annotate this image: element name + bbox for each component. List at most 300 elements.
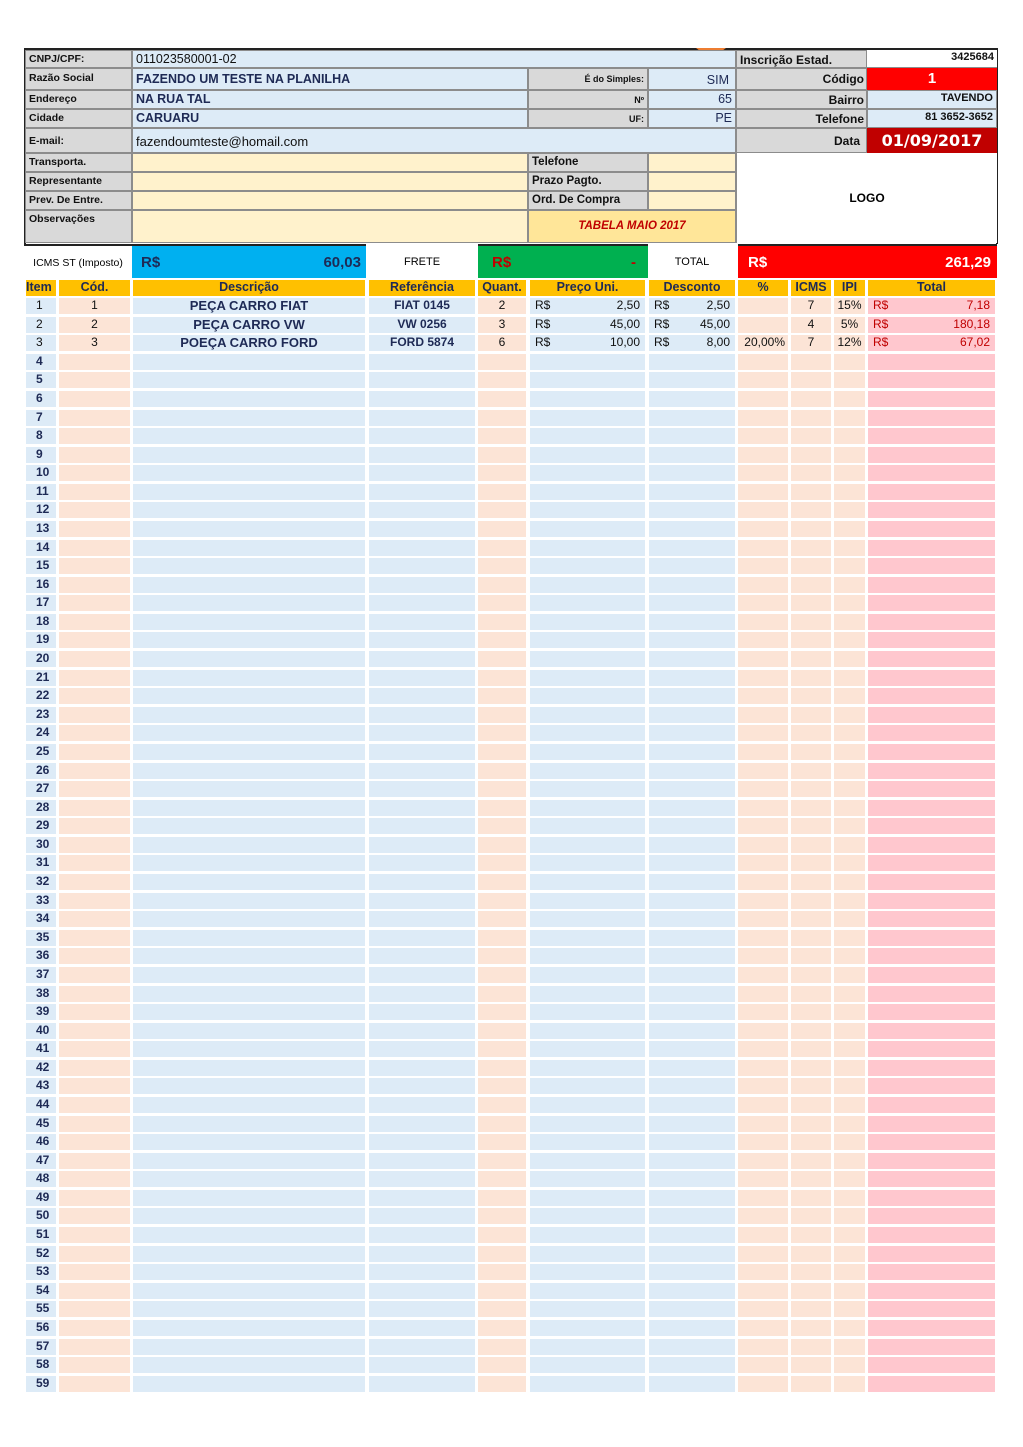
table-cell-descricao-col[interactable] xyxy=(133,1004,365,1020)
table-cell-preco-col[interactable] xyxy=(530,1078,645,1094)
column-header-referencia-col[interactable]: Referência xyxy=(369,280,475,296)
table-cell-quant-col[interactable] xyxy=(478,1376,526,1392)
table-cell-ipi-col[interactable] xyxy=(834,911,865,927)
table-cell-quant-col[interactable] xyxy=(478,298,526,314)
table-cell-ipi-col[interactable] xyxy=(834,1097,865,1113)
table-cell-ipi-col[interactable] xyxy=(834,1320,865,1336)
table-cell-descricao-col[interactable] xyxy=(133,948,365,964)
table-cell-quant-col[interactable] xyxy=(478,595,526,611)
table-cell-desconto-col[interactable] xyxy=(649,632,735,648)
table-cell-descricao-col[interactable] xyxy=(133,595,365,611)
table-cell-cod-col[interactable] xyxy=(59,874,130,890)
table-cell-descricao-col[interactable] xyxy=(133,986,365,1002)
table-cell-desconto-col[interactable] xyxy=(649,317,735,333)
table-cell-cod-col[interactable] xyxy=(59,651,130,667)
table-cell-cod-col[interactable] xyxy=(59,1320,130,1336)
table-cell-total-col[interactable] xyxy=(868,818,995,834)
table-cell-cod-col[interactable] xyxy=(59,502,130,518)
table-cell-quant-col[interactable] xyxy=(478,465,526,481)
table-cell-total-col[interactable] xyxy=(868,1301,995,1317)
table-cell-ipi-col[interactable] xyxy=(834,428,865,444)
table-cell-desconto-col[interactable] xyxy=(649,1134,735,1150)
table-cell-quant-col[interactable] xyxy=(478,670,526,686)
table-cell-cod-col[interactable] xyxy=(59,818,130,834)
table-cell-cod-col[interactable] xyxy=(59,1357,130,1373)
table-cell-preco-col[interactable] xyxy=(530,317,645,333)
table-cell-pct-col[interactable] xyxy=(738,818,788,834)
table-cell-ipi-col[interactable] xyxy=(834,335,865,351)
table-cell-desconto-col[interactable] xyxy=(649,1023,735,1039)
table-cell-descricao-col[interactable] xyxy=(133,744,365,760)
table-cell-quant-col[interactable] xyxy=(478,1134,526,1150)
table-cell-desconto-col[interactable] xyxy=(649,1004,735,1020)
table-cell-referencia-col[interactable] xyxy=(369,911,475,927)
table-cell-total-col[interactable] xyxy=(868,1153,995,1169)
table-cell-referencia-col[interactable] xyxy=(369,391,475,407)
table-cell-cod-col[interactable] xyxy=(59,354,130,370)
table-cell-icms-col[interactable] xyxy=(791,484,831,500)
table-cell-ipi-col[interactable] xyxy=(834,800,865,816)
table-cell-quant-col[interactable] xyxy=(478,614,526,630)
table-cell-quant-col[interactable] xyxy=(478,354,526,370)
table-cell-referencia-col[interactable] xyxy=(369,1208,475,1224)
table-cell-preco-col[interactable] xyxy=(530,502,645,518)
table-cell-pct-col[interactable] xyxy=(738,1376,788,1392)
table-cell-ipi-col[interactable] xyxy=(834,855,865,871)
table-cell-pct-col[interactable] xyxy=(738,317,788,333)
table-cell-icms-col[interactable] xyxy=(791,893,831,909)
table-cell-preco-col[interactable] xyxy=(530,818,645,834)
table-cell-preco-col[interactable] xyxy=(530,447,645,463)
table-cell-referencia-col[interactable] xyxy=(369,540,475,556)
table-cell-total-col[interactable] xyxy=(868,1246,995,1262)
table-cell-total-col[interactable] xyxy=(868,837,995,853)
table-cell-desconto-col[interactable] xyxy=(649,577,735,593)
table-cell-pct-col[interactable] xyxy=(738,558,788,574)
table-cell-pct-col[interactable] xyxy=(738,614,788,630)
table-cell-cod-col[interactable] xyxy=(59,317,130,333)
email-field[interactable]: fazendoumteste@homail.com xyxy=(132,128,736,153)
table-cell-ipi-col[interactable] xyxy=(834,763,865,779)
table-cell-referencia-col[interactable] xyxy=(369,1171,475,1187)
table-cell-total-col[interactable] xyxy=(868,800,995,816)
table-cell-pct-col[interactable] xyxy=(738,670,788,686)
data-field[interactable]: 01/09/2017 xyxy=(867,128,997,153)
table-cell-quant-col[interactable] xyxy=(478,986,526,1002)
table-cell-pct-col[interactable] xyxy=(738,410,788,426)
table-cell-desconto-col[interactable] xyxy=(649,837,735,853)
table-cell-preco-col[interactable] xyxy=(530,725,645,741)
table-cell-descricao-col[interactable] xyxy=(133,540,365,556)
table-cell-total-col[interactable] xyxy=(868,967,995,983)
table-cell-quant-col[interactable] xyxy=(478,540,526,556)
column-header-item-col[interactable]: Item xyxy=(26,280,56,296)
table-cell-cod-col[interactable] xyxy=(59,1041,130,1057)
table-cell-icms-col[interactable] xyxy=(791,670,831,686)
table-cell-pct-col[interactable] xyxy=(738,1320,788,1336)
table-cell-pct-col[interactable] xyxy=(738,1171,788,1187)
table-cell-preco-col[interactable] xyxy=(530,354,645,370)
table-cell-referencia-col[interactable] xyxy=(369,1153,475,1169)
table-cell-icms-col[interactable] xyxy=(791,763,831,779)
table-cell-desconto-col[interactable] xyxy=(649,1264,735,1280)
transporta-field[interactable] xyxy=(132,153,528,172)
table-cell-quant-col[interactable] xyxy=(478,967,526,983)
table-cell-descricao-col[interactable] xyxy=(133,837,365,853)
table-cell-descricao-col[interactable] xyxy=(133,1320,365,1336)
table-cell-cod-col[interactable] xyxy=(59,837,130,853)
table-cell-icms-col[interactable] xyxy=(791,911,831,927)
table-cell-descricao-col[interactable] xyxy=(133,1060,365,1076)
table-cell-icms-col[interactable] xyxy=(791,855,831,871)
table-cell-ipi-col[interactable] xyxy=(834,521,865,537)
table-cell-referencia-col[interactable] xyxy=(369,1116,475,1132)
table-cell-referencia-col[interactable] xyxy=(369,335,475,351)
table-cell-referencia-col[interactable] xyxy=(369,1264,475,1280)
table-cell-cod-col[interactable] xyxy=(59,614,130,630)
table-cell-total-col[interactable] xyxy=(868,986,995,1002)
table-cell-descricao-col[interactable] xyxy=(133,911,365,927)
table-cell-pct-col[interactable] xyxy=(738,893,788,909)
table-cell-icms-col[interactable] xyxy=(791,502,831,518)
table-cell-preco-col[interactable] xyxy=(530,372,645,388)
table-cell-total-col[interactable] xyxy=(868,1339,995,1355)
table-cell-desconto-col[interactable] xyxy=(649,763,735,779)
table-cell-pct-col[interactable] xyxy=(738,298,788,314)
table-cell-icms-col[interactable] xyxy=(791,1190,831,1206)
table-cell-referencia-col[interactable] xyxy=(369,354,475,370)
table-cell-preco-col[interactable] xyxy=(530,465,645,481)
table-cell-descricao-col[interactable] xyxy=(133,1041,365,1057)
table-cell-desconto-col[interactable] xyxy=(649,725,735,741)
table-cell-total-col[interactable] xyxy=(868,855,995,871)
table-cell-cod-col[interactable] xyxy=(59,986,130,1002)
table-cell-ipi-col[interactable] xyxy=(834,484,865,500)
table-cell-descricao-col[interactable] xyxy=(133,428,365,444)
table-cell-icms-col[interactable] xyxy=(791,837,831,853)
table-cell-cod-col[interactable] xyxy=(59,465,130,481)
table-cell-ipi-col[interactable] xyxy=(834,837,865,853)
table-cell-ipi-col[interactable] xyxy=(834,781,865,797)
table-cell-cod-col[interactable] xyxy=(59,1153,130,1169)
table-cell-ipi-col[interactable] xyxy=(834,298,865,314)
table-cell-referencia-col[interactable] xyxy=(369,893,475,909)
table-cell-icms-col[interactable] xyxy=(791,391,831,407)
table-cell-desconto-col[interactable] xyxy=(649,410,735,426)
table-cell-desconto-col[interactable] xyxy=(649,1283,735,1299)
table-cell-total-col[interactable] xyxy=(868,632,995,648)
table-cell-preco-col[interactable] xyxy=(530,484,645,500)
table-cell-descricao-col[interactable] xyxy=(133,855,365,871)
table-cell-pct-col[interactable] xyxy=(738,465,788,481)
table-cell-desconto-col[interactable] xyxy=(649,354,735,370)
table-cell-preco-col[interactable] xyxy=(530,614,645,630)
table-cell-ipi-col[interactable] xyxy=(834,948,865,964)
table-cell-referencia-col[interactable] xyxy=(369,465,475,481)
table-cell-total-col[interactable] xyxy=(868,1097,995,1113)
table-cell-preco-col[interactable] xyxy=(530,1153,645,1169)
table-cell-icms-col[interactable] xyxy=(791,967,831,983)
table-cell-desconto-col[interactable] xyxy=(649,1041,735,1057)
table-cell-total-col[interactable] xyxy=(868,1134,995,1150)
table-cell-cod-col[interactable] xyxy=(59,1078,130,1094)
uf-field[interactable]: PE xyxy=(648,109,736,128)
table-cell-desconto-col[interactable] xyxy=(649,298,735,314)
table-cell-icms-col[interactable] xyxy=(791,1208,831,1224)
table-cell-total-col[interactable] xyxy=(868,1227,995,1243)
table-cell-referencia-col[interactable] xyxy=(369,502,475,518)
table-cell-cod-col[interactable] xyxy=(59,1227,130,1243)
table-cell-desconto-col[interactable] xyxy=(649,484,735,500)
table-cell-pct-col[interactable] xyxy=(738,651,788,667)
table-cell-quant-col[interactable] xyxy=(478,744,526,760)
table-cell-icms-col[interactable] xyxy=(791,930,831,946)
table-cell-referencia-col[interactable] xyxy=(369,688,475,704)
table-cell-pct-col[interactable] xyxy=(738,1153,788,1169)
table-cell-referencia-col[interactable] xyxy=(369,725,475,741)
table-cell-ipi-col[interactable] xyxy=(834,1153,865,1169)
table-cell-preco-col[interactable] xyxy=(530,577,645,593)
table-cell-cod-col[interactable] xyxy=(59,1264,130,1280)
column-header-descricao-col[interactable]: Descrição xyxy=(133,280,365,296)
table-cell-total-col[interactable] xyxy=(868,948,995,964)
table-cell-desconto-col[interactable] xyxy=(649,614,735,630)
table-cell-pct-col[interactable] xyxy=(738,577,788,593)
table-cell-cod-col[interactable] xyxy=(59,1060,130,1076)
table-cell-quant-col[interactable] xyxy=(478,781,526,797)
table-cell-pct-col[interactable] xyxy=(738,1208,788,1224)
table-cell-ipi-col[interactable] xyxy=(834,595,865,611)
table-cell-cod-col[interactable] xyxy=(59,893,130,909)
table-cell-referencia-col[interactable] xyxy=(369,484,475,500)
table-cell-desconto-col[interactable] xyxy=(649,391,735,407)
endereco-field[interactable]: NA RUA TAL xyxy=(132,90,528,109)
table-cell-preco-col[interactable] xyxy=(530,893,645,909)
table-cell-preco-col[interactable] xyxy=(530,1283,645,1299)
table-cell-icms-col[interactable] xyxy=(791,651,831,667)
table-cell-desconto-col[interactable] xyxy=(649,781,735,797)
table-cell-total-col[interactable] xyxy=(868,391,995,407)
table-cell-descricao-col[interactable] xyxy=(133,1190,365,1206)
table-cell-referencia-col[interactable] xyxy=(369,372,475,388)
table-cell-pct-col[interactable] xyxy=(738,986,788,1002)
column-header-desconto-col[interactable]: Desconto xyxy=(649,280,735,296)
table-cell-quant-col[interactable] xyxy=(478,632,526,648)
table-cell-pct-col[interactable] xyxy=(738,725,788,741)
table-cell-referencia-col[interactable] xyxy=(369,651,475,667)
table-cell-desconto-col[interactable] xyxy=(649,1339,735,1355)
table-cell-total-col[interactable] xyxy=(868,1023,995,1039)
table-cell-referencia-col[interactable] xyxy=(369,670,475,686)
table-cell-preco-col[interactable] xyxy=(530,391,645,407)
table-cell-referencia-col[interactable] xyxy=(369,1339,475,1355)
table-cell-cod-col[interactable] xyxy=(59,335,130,351)
table-cell-ipi-col[interactable] xyxy=(834,1301,865,1317)
table-cell-quant-col[interactable] xyxy=(478,1283,526,1299)
table-cell-desconto-col[interactable] xyxy=(649,1376,735,1392)
table-cell-desconto-col[interactable] xyxy=(649,1227,735,1243)
table-cell-referencia-col[interactable] xyxy=(369,818,475,834)
table-cell-icms-col[interactable] xyxy=(791,410,831,426)
table-cell-icms-col[interactable] xyxy=(791,1320,831,1336)
table-cell-icms-col[interactable] xyxy=(791,1078,831,1094)
table-cell-pct-col[interactable] xyxy=(738,1227,788,1243)
table-cell-desconto-col[interactable] xyxy=(649,1246,735,1262)
table-cell-total-col[interactable] xyxy=(868,781,995,797)
table-cell-total-col[interactable] xyxy=(868,1078,995,1094)
table-cell-icms-col[interactable] xyxy=(791,632,831,648)
table-cell-icms-col[interactable] xyxy=(791,707,831,723)
table-cell-referencia-col[interactable] xyxy=(369,1023,475,1039)
table-cell-referencia-col[interactable] xyxy=(369,874,475,890)
table-cell-pct-col[interactable] xyxy=(738,1023,788,1039)
table-cell-icms-col[interactable] xyxy=(791,1116,831,1132)
table-cell-quant-col[interactable] xyxy=(478,1339,526,1355)
table-cell-cod-col[interactable] xyxy=(59,1171,130,1187)
table-cell-desconto-col[interactable] xyxy=(649,1116,735,1132)
inscricao-field[interactable]: 3425684 xyxy=(867,50,997,68)
table-cell-cod-col[interactable] xyxy=(59,1097,130,1113)
table-cell-pct-col[interactable] xyxy=(738,1004,788,1020)
table-cell-ipi-col[interactable] xyxy=(834,893,865,909)
table-cell-descricao-col[interactable] xyxy=(133,1153,365,1169)
table-cell-descricao-col[interactable] xyxy=(133,447,365,463)
table-cell-cod-col[interactable] xyxy=(59,298,130,314)
table-cell-descricao-col[interactable] xyxy=(133,1171,365,1187)
table-cell-cod-col[interactable] xyxy=(59,725,130,741)
table-cell-ipi-col[interactable] xyxy=(834,1041,865,1057)
table-cell-descricao-col[interactable] xyxy=(133,725,365,741)
table-cell-ipi-col[interactable] xyxy=(834,410,865,426)
table-cell-cod-col[interactable] xyxy=(59,800,130,816)
table-cell-ipi-col[interactable] xyxy=(834,986,865,1002)
table-cell-quant-col[interactable] xyxy=(478,577,526,593)
table-cell-total-col[interactable] xyxy=(868,540,995,556)
table-cell-icms-col[interactable] xyxy=(791,1246,831,1262)
table-cell-preco-col[interactable] xyxy=(530,558,645,574)
table-cell-descricao-col[interactable] xyxy=(133,1357,365,1373)
table-cell-ipi-col[interactable] xyxy=(834,354,865,370)
table-cell-preco-col[interactable] xyxy=(530,986,645,1002)
table-cell-desconto-col[interactable] xyxy=(649,1320,735,1336)
table-cell-quant-col[interactable] xyxy=(478,948,526,964)
table-cell-descricao-col[interactable] xyxy=(133,930,365,946)
table-cell-quant-col[interactable] xyxy=(478,911,526,927)
table-cell-referencia-col[interactable] xyxy=(369,744,475,760)
table-cell-total-col[interactable] xyxy=(868,447,995,463)
table-cell-preco-col[interactable] xyxy=(530,335,645,351)
table-cell-pct-col[interactable] xyxy=(738,1264,788,1280)
table-cell-ipi-col[interactable] xyxy=(834,688,865,704)
table-cell-cod-col[interactable] xyxy=(59,1004,130,1020)
table-cell-cod-col[interactable] xyxy=(59,447,130,463)
table-cell-quant-col[interactable] xyxy=(478,521,526,537)
column-header-total-col[interactable]: Total xyxy=(868,280,995,296)
table-cell-preco-col[interactable] xyxy=(530,781,645,797)
table-cell-preco-col[interactable] xyxy=(530,911,645,927)
table-cell-desconto-col[interactable] xyxy=(649,428,735,444)
table-cell-pct-col[interactable] xyxy=(738,874,788,890)
table-cell-descricao-col[interactable] xyxy=(133,577,365,593)
table-cell-ipi-col[interactable] xyxy=(834,465,865,481)
table-cell-cod-col[interactable] xyxy=(59,521,130,537)
table-cell-ipi-col[interactable] xyxy=(834,670,865,686)
table-cell-total-col[interactable] xyxy=(868,465,995,481)
table-cell-desconto-col[interactable] xyxy=(649,651,735,667)
table-cell-preco-col[interactable] xyxy=(530,1097,645,1113)
bairro-field[interactable]: TAVENDO xyxy=(867,90,997,109)
table-cell-icms-col[interactable] xyxy=(791,1227,831,1243)
table-cell-total-col[interactable] xyxy=(868,614,995,630)
column-header-ipi-col[interactable]: IPI xyxy=(834,280,865,296)
table-cell-desconto-col[interactable] xyxy=(649,540,735,556)
table-cell-preco-col[interactable] xyxy=(530,874,645,890)
table-cell-descricao-col[interactable] xyxy=(133,1134,365,1150)
table-cell-ipi-col[interactable] xyxy=(834,930,865,946)
table-cell-descricao-col[interactable] xyxy=(133,818,365,834)
table-cell-icms-col[interactable] xyxy=(791,1264,831,1280)
table-cell-desconto-col[interactable] xyxy=(649,521,735,537)
table-cell-total-col[interactable] xyxy=(868,1171,995,1187)
table-cell-referencia-col[interactable] xyxy=(369,447,475,463)
table-cell-preco-col[interactable] xyxy=(530,763,645,779)
table-cell-referencia-col[interactable] xyxy=(369,1190,475,1206)
table-cell-referencia-col[interactable] xyxy=(369,930,475,946)
ord-compra-field[interactable] xyxy=(648,191,736,210)
table-cell-ipi-col[interactable] xyxy=(834,1357,865,1373)
table-cell-quant-col[interactable] xyxy=(478,874,526,890)
table-cell-descricao-col[interactable] xyxy=(133,893,365,909)
table-cell-pct-col[interactable] xyxy=(738,1078,788,1094)
table-cell-total-col[interactable] xyxy=(868,1320,995,1336)
table-cell-preco-col[interactable] xyxy=(530,837,645,853)
table-cell-referencia-col[interactable] xyxy=(369,781,475,797)
table-cell-quant-col[interactable] xyxy=(478,558,526,574)
table-cell-total-col[interactable] xyxy=(868,1060,995,1076)
table-cell-total-col[interactable] xyxy=(868,1357,995,1373)
table-cell-referencia-col[interactable] xyxy=(369,986,475,1002)
table-cell-pct-col[interactable] xyxy=(738,595,788,611)
table-cell-total-col[interactable] xyxy=(868,335,995,351)
table-cell-preco-col[interactable] xyxy=(530,1041,645,1057)
table-cell-icms-col[interactable] xyxy=(791,540,831,556)
table-cell-cod-col[interactable] xyxy=(59,1301,130,1317)
table-cell-ipi-col[interactable] xyxy=(834,1227,865,1243)
table-cell-referencia-col[interactable] xyxy=(369,1078,475,1094)
table-cell-total-col[interactable] xyxy=(868,502,995,518)
table-cell-quant-col[interactable] xyxy=(478,651,526,667)
table-cell-descricao-col[interactable] xyxy=(133,1023,365,1039)
table-cell-ipi-col[interactable] xyxy=(834,540,865,556)
table-cell-quant-col[interactable] xyxy=(478,930,526,946)
table-cell-pct-col[interactable] xyxy=(738,335,788,351)
table-cell-descricao-col[interactable] xyxy=(133,1227,365,1243)
table-cell-pct-col[interactable] xyxy=(738,1357,788,1373)
table-cell-pct-col[interactable] xyxy=(738,1190,788,1206)
table-cell-ipi-col[interactable] xyxy=(834,558,865,574)
table-cell-desconto-col[interactable] xyxy=(649,986,735,1002)
table-cell-total-col[interactable] xyxy=(868,595,995,611)
table-cell-total-col[interactable] xyxy=(868,298,995,314)
table-cell-preco-col[interactable] xyxy=(530,1208,645,1224)
table-cell-descricao-col[interactable] xyxy=(133,558,365,574)
table-cell-ipi-col[interactable] xyxy=(834,1246,865,1262)
table-cell-quant-col[interactable] xyxy=(478,1116,526,1132)
representante-field[interactable] xyxy=(132,172,528,191)
table-cell-icms-col[interactable] xyxy=(791,428,831,444)
table-cell-preco-col[interactable] xyxy=(530,855,645,871)
table-cell-cod-col[interactable] xyxy=(59,688,130,704)
